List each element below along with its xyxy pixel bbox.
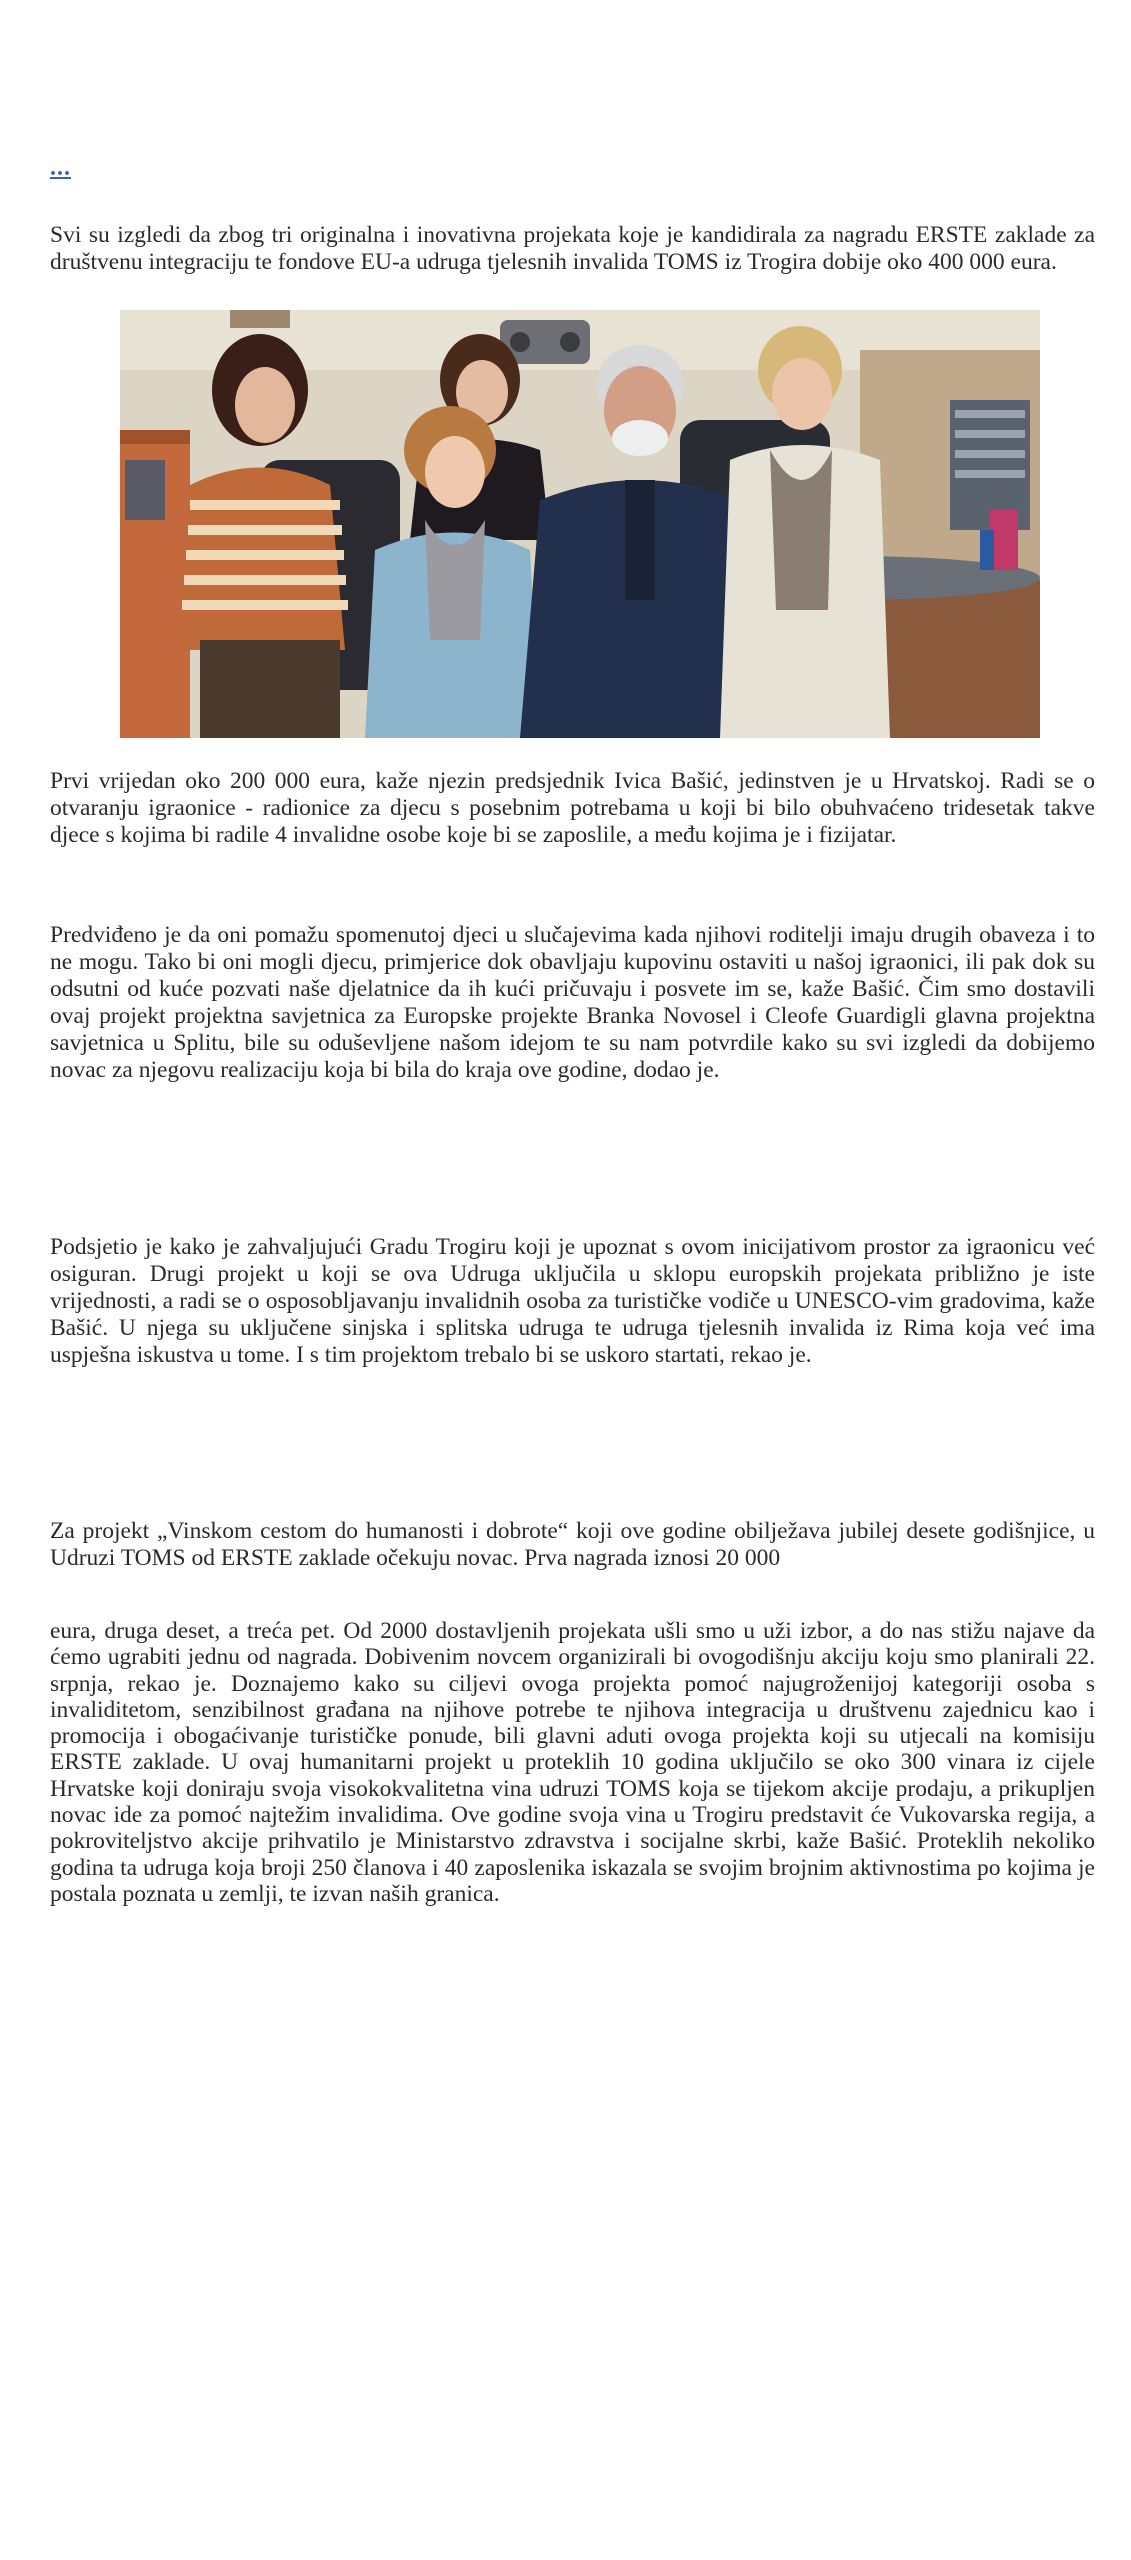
group-photo	[120, 310, 1040, 738]
paragraph-second-project: Podsjetio je kako je zahvaljujući Gradu Trogiru koji je upoznat s ovom inicijativom prostor za igraonicu već osiguran. Drugi projekt u koji se ova Udruga uključila u sklopu europskih projekata približno je iste vrijednosti, a radi se o osposobljavanju invalidnih osoba za turističke vodiče u UNESCO-vim gradovima, kaže Bašić. U njega su uključene sinjska i splitska udruga te udruga tjelesnih invalida iz Rima koja već ima uspješna iskustva u tome. I s tim projektom trebalo bi se uskoro startati, rekao je.	[50, 1234, 1095, 1368]
more-link[interactable]: ...	[50, 155, 71, 181]
paragraph-predvideno: Predviđeno je da oni pomažu spomenutoj djeci u slučajevima kada njihovi roditelji imaju drugih obaveza i to ne mogu. Tako bi oni mogli djecu, primjerice dok obavljaju kupovinu ostaviti u našoj igraonici, ili pak dok su odsutni od kuće pozvati naše djelatnice da ih kući pričuvaju i posvete im se, kaže Bašić. Čim smo dostavili ovaj projekt projektna savjetnica za Europske projekte Branka Novosel i Cleofe Guardigli glavna projektna savjetnica u Splitu, bile su oduševljene našom idejom te su nam potvrdile kako su svi izgledi da dobijemo novac za njegovu realizaciju koja bi bila do kraja ove godine, dodao je.	[50, 922, 1095, 1083]
paragraph-wine-route: Za projekt „Vinskom cestom do humanosti i dobrote“ koji ove godine obilježava jubilej desete godišnjice, u Udruzi TOMS od ERSTE zaklade očekuju novac. Prva nagrada iznosi 20 000	[50, 1518, 1095, 1571]
paragraph-awards: eura, druga deset, a treća pet. Od 2000 dostavljenih projekata ušli smo u uži izbor, a do nas stižu najave da ćemo ugrabiti jednu od nagrada. Dobivenim novcem organizirali bi ovogodišnju akciju koju smo planirali 22. srpnja, rekao je. Doznajemo kako su ciljevi ovoga projekta pomoć najugroženijoj kategoriji osoba s invaliditetom, senzibilnost građana na njihove potrebe te njihova integracija u društvenu zajednicu kao i promocija i obogaćivanje turističke ponude, bili glavni aduti ovoga projekta koji su utjecali na komisiju ERSTE zaklade. U ovaj humanitarni projekt u proteklih 10 godina uključilo se oko 300 vinara iz cijele Hrvatske koji doniraju svoja visokokvalitetna vina udruzi TOMS koja se tijekom akcije prodaju, a prikupljen novac ide za pomoć najtežim invalidima. Ove godine svoja vina u Trogiru predstavit će Vukovarska regija, a pokroviteljstvo akcije prihvatilo je Ministarstvo zdravstva i socijalne skrbi, kaže Bašić. Proteklih nekoliko godina ta udruga koja broji 250 članova i 40 zaposlenika iskazala se svojim brojnim aktivnostima po kojima je postala poznata u zemlji, te izvan naših granica.	[50, 1618, 1095, 1907]
paragraph-first-project: Prvi vrijedan oko 200 000 eura, kaže njezin predsjednik Ivica Bašić, jedinstven je u Hrvatskoj. Radi se o otvaranju igraonice - radionice za djecu s posebnim potrebama u koji bi bilo obuhvaćeno tridesetak takve djece s kojima bi radile 4 invalidne osobe koje bi se zaposlile, a među kojima je i fizijatar.	[50, 768, 1095, 848]
group-photo-illustration	[120, 310, 1040, 738]
paragraph-intro: Svi su izgledi da zbog tri originalna i inovativna projekata koje je kandidirala za nagradu ERSTE zaklade za društvenu integraciju te fondove EU-a udruga tjelesnih invalida TOMS iz Trogira dobije oko 400 000 eura.	[50, 222, 1095, 275]
